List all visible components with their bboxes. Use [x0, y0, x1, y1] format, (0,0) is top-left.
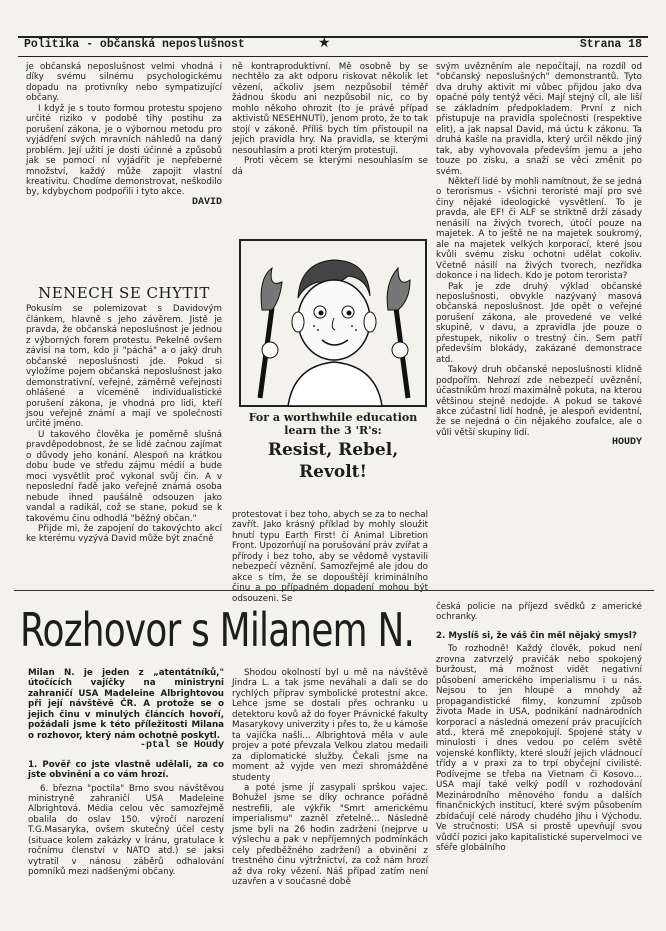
paragraph: česká policie na příjezd svědků z americké ochranky. — [436, 602, 642, 623]
column-2-bottom — [232, 510, 428, 604]
paragraph: Pak je zde druhý výklad občanské neposlušnosti, obvykle nazývaný masová občanská neposlušnost. Jde opět o veřejné porušení zákona, ale provedené ve velké skupině, v davu, a zpravidla jde pouze o přestupek, nikoliv o trestný čin. Sem patří především blokády, zakázané demonstrace atd. — [436, 281, 642, 365]
paragraph: a poté jsme jí zasypali sprškou vajec. Bohužel jsme se díky ochrance pořádně nestrefili, ale výkřik "Smrt americkému imperialismu" zazněl zřetelně... Následně jsme byli na 26 hodin zadrženi (nejprve u výslechu a pak v nepříjemných podmínkách cely předběžného zadržení) a obviněni z trestného činu výtržnictví, za což nám hrozí až dva roky vězení. Náš případ zatím není uzavřen a v současné době — [232, 782, 428, 888]
paragraph: Někteří lidé by mohli namítnout, že se jedná o terorismus - všichni teroristé mají pro své činy nějaké ideologické vysvětlení. To je pravda, ale EF! či ALF se striktně drží zásady nenásilí na živých tvorech, útočí pouze na majetek. A to ještě ne na majetek soukromý, ale na majetek velkých korporací, které jsou kvůli svému zisku ochotni udělat cokoliv. Včetně násilí na živých tvorech, nezřídka dokonce i na lidech. Kdo je potom teroristа? — [436, 176, 642, 282]
signature-david: DAVID — [191, 196, 222, 208]
paragraph: Proti věcem se kterými nesouhlasím se dá — [232, 156, 428, 177]
section-title: Politika - občanská neposlušnost — [24, 38, 245, 51]
interview-column-3 — [436, 602, 642, 926]
paragraph: Takový druh občanské neposlušnosti klidně podpořím. Nehrozí zde nebezpečí uvěznění, účastníkům hrozí maximálně pokuta, na kterou většinou stejně nedojde. A pokud se takové akce zúčastní lidí hodně, je alespoň evidentní, že se nejedná o čin nějakého zoufalce, ale o vůli větší skupiny lidí. — [436, 365, 642, 438]
question-1: 1. Pověř co jste vlastně udělali, za co jste obviněni a co vám hrozí. — [28, 759, 224, 781]
answer-1: 6. března "poctila" Brno svou návštěvou ministryně zahraničí USA Madeleine Albrightová. Média celou věc samozřejmě obalila do oslav 150. výročí narození T.G.Masaryka, ovšem skutečný účel cesty (situace kolem zakázky v Íránu, gratulace k ročnímu členství v NATO atd.) se jaksi vytratil v nánosu záběrů odhalování pomníků mezi nadšenými občany. — [28, 783, 224, 878]
interview-byline: -ptal se Houdy — [139, 740, 224, 752]
column-3-top — [436, 62, 642, 586]
answer-2: To rozhodně! Každý člověk, pokud není zrovna zatvrzelý pravičák nebo spokojený buržoust, má možnost vidět negativní působení amerického imperialismu i u nás. Nejsou to jen hloupé a mnohdy až propagandistické filmy, konzumní způsob života Made in USA, podnikání nadnárodních korporací a následná omezení práv pracujících atd., která mě znepokojují. Spojené státy v minulosti i dnes vedou po celém světě vojenské konflikty, které slouží jejich vládnoucí třídy a v praxi za to trpí obyčejní civilisté. Podívejme se třeba na Vietnam či Kosovo... USA mají také velký podíl v rozhodování Mezinárodního měnového fondu a dalších finančnických institucí, které svým působením zbídačují celé národy chudého Jihu i Východu. Ve stručnosti: USA si prostě upevňují svou vůdčí pozici jako kapitalistické supervelmoci ve sféře globálního — [436, 644, 642, 853]
page-header — [18, 36, 648, 57]
paragraph: I když je s touto formou protestu spojeno určité riziko v podobě tihy postihu za porušení zákona, je o výbornou metodu pro vyjádření svých mravních náhledů na daný problém. Její užití je dosti účinné a způsobů jak se pomocí ní vyjádřit je nepřeberné množství, každý může zapojit vlastní kreativitu. Chodíme demonstrovat, neškodilo by, kdybychom podpořili i tyto akce. — [26, 103, 222, 198]
boy-with-torch-icon — [238, 238, 428, 408]
paragraph: Shodou okolností byl u mě na návštěvě Jindra L. a tak jsme neváhali a dali se do rychlých příprav symbolické protestní akce. Lehce jsme se dostali přes ochranku u detektoru kovů až do foyer Právnické fakulty Masarykovy univerzity i přes to, že u kámoše ta vajíčka našli... Albrightová měla v aule projev a poté převzala Velkou zlatou medaili za diplomatické služby. Čekali jsme na moment až vyjde ven mezi shromážděné studenty — [232, 668, 428, 783]
interview-column-1 — [28, 668, 224, 926]
paragraph: U takového člověka je poměrně slušná pravděpodobnost, že se lidé začnou zajímat o důvody jeho konání. Alespoň na krátkou dobu bude ve středu zájmu médií a bude moci vysvětlit proč vykonal svůj čin. A v neposlední řadě jako veřejně známá osoba nebude ihned paušálně odsouzen jako vandal a radikál, což se stane, pokud se k takovému činu odhodlá "běžný občan." — [26, 429, 222, 524]
paragraph: protestovat i bez toho, abych se za to nechal zavřít. Jako krásný příklad by mohly sloužit hnutí typu Earth First! či Animal Libretion Front. Upozorňují na porušování práv zvířat a přírody i bez toho, aby se vědomě vystavili nebezpečí věznění. Samozřejmě ale jdou do akce s tím, že se dopouštějí kriminálního činu a po případném dopadení mohou být odsouzeni. Se — [232, 510, 428, 604]
signature-houdy: HOUDY — [611, 437, 642, 449]
column-2-top — [232, 62, 428, 234]
page-number: Strana 18 — [579, 38, 642, 51]
interview-title: Rozhovor s Milanem N. — [20, 603, 415, 657]
paragraph: svým uvězněním ale nepočítají, na rozdíl od "občanský neposlušných" demonstrantů. Tyto dva druhy aktivit mi vůbec přijdou jako dva opačné póly tentýž věci. Mají stejný cíl, ale liší se základním předpokladem. První z nich přistupuje na pravidla společnosti (respektive elit), a jak napsal David, má úctu k zákonu. Ta druhá kašle na pravidla, který určil někdo jiný tak, aby vyhovovala především jemu a jeho touze po zisku, a snaží se věci změnit po svém. — [436, 62, 642, 177]
cartoon-caption: For a worthwhile education learn the 3 'R's: — [248, 411, 418, 437]
cartoon-slogan: Resist, Rebel, Revolt! — [267, 440, 399, 482]
paragraph: ně kontraproduktivní. Mě osobně by se nechtělo za akt odporu riskovat několik let vězení, ačkoliv jsem nezpůsobil téměř žádnou škodu ani nezpůsobil nic, co by mohlo někoho ohrozit (to je právě případ aktivistů NESEHNUTÍ), jenom proto, že to tak stojí v zákoně. Příliš bych tím přistoupil na jejich pravidla hry. Na pravidla, se kterými nesouhlasím a proti kterým protestuji. — [232, 62, 428, 156]
paragraph: je občanská neposlušnost velmi vhodná i díky svému silnému psychologickému dopadu na protivníky nebo sympatizující občany. — [26, 62, 222, 104]
question-2: 2. Myslíš si, že váš čin měl nějaký smysl? — [436, 630, 637, 641]
interview-column-2 — [232, 668, 428, 926]
column-1-article — [26, 284, 222, 586]
paragraph: Pokusím se polemizovat s Davidovým článkem, hlavně s jeho závěrem. Jistě je pravda, že občanská neposlušnost je jednou z výborných forem protestu. Pekelně ovšem závisí na tom, kdo ji "páchá" a o jaký druh občanské neposlušnosti jde. Pokud si vyložíme pojem občanská neposlušnost jako demonstrativní, veřejné, záměrně veřejnosti ohlášené a víceméně individualistické porušení zákona, je vhodná pro lidi, kteří jsou veřejně známí a mají ve společnosti určité jméno. — [26, 304, 222, 430]
column-1-top — [26, 62, 222, 272]
article-title: NENECH SE CHYTIT — [38, 284, 210, 302]
star-icon: ★ — [318, 35, 331, 51]
section-divider — [14, 590, 654, 591]
paragraph: Přijde mi, že zapojení do takovýchto akcí ke kterému vyzývá David může být značně — [26, 523, 222, 545]
interview-intro: Milan N. je jeden z „atentátníků," útočících vajíčky na ministryni zahraničí USA Madeleine Albrightovou při její návštěvě ČR. A protože se o jejich činu v minulých článcích hovoří, požádali jsme k této příležitosti Milana o rozhovor, který nám ochotně poskytl. — [28, 668, 224, 741]
